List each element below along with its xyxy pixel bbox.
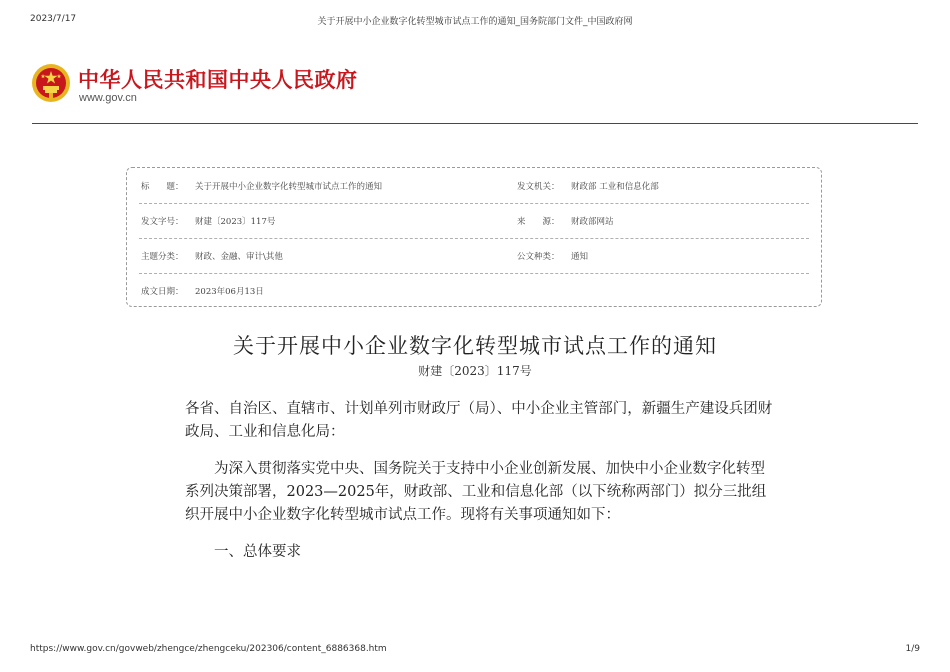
meta-doc-no-cell [141, 215, 275, 227]
meta-title-value: 关于开展中小企业数字化转型城市试点工作的通知 [195, 182, 383, 192]
meta-type-value: 通知 [571, 252, 589, 262]
section-heading: 一、总体要求 [214, 544, 301, 560]
meta-row-2 [139, 203, 809, 239]
document-number: 财建〔2023〕117号 [418, 364, 532, 378]
meta-doc-no-value: 财建〔2023〕117号 [195, 217, 276, 227]
meta-source-label: 来 源： [517, 217, 560, 227]
meta-type-cell [517, 250, 588, 262]
meta-topic-label: 主题分类： [141, 252, 184, 262]
body-paragraph: 为深入贯彻落实党中央、国务院关于支持中小企业创新发展、加快中小企业数字化转型系列决策部署，2023—2025年，财政部、工业和信息化部（以下统称两部门）拟分三批组织开展中小企业数字化转型城市试点工作。现将有关事项通知如下： [185, 461, 767, 523]
meta-issuer-value: 财政部 工业和信息化部 [571, 182, 659, 192]
meta-issuer-label: 发文机关： [517, 182, 560, 192]
meta-source-cell [517, 215, 614, 227]
meta-issuer-cell [517, 180, 659, 192]
meta-title-cell [141, 180, 382, 192]
meta-row-1 [139, 168, 809, 204]
document-title: 关于开展中小企业数字化转型城市试点工作的通知 [233, 334, 717, 358]
meta-source-value: 财政部网站 [571, 217, 614, 227]
meta-topic-value: 财政、金融、审计\其他 [195, 252, 283, 262]
print-header-title: 关于开展中小企业数字化转型城市试点工作的通知_国务院部门文件_中国政府网 [317, 17, 633, 27]
meta-date-label: 成文日期： [141, 287, 184, 297]
site-name: 中华人民共和国中央人民政府 [78, 68, 358, 92]
national-emblem-icon [30, 62, 72, 104]
meta-date-cell [141, 285, 264, 297]
print-footer-page: 1/9 [905, 644, 920, 654]
meta-row-4 [139, 273, 809, 308]
header-divider [32, 123, 918, 124]
meta-title-label: 标 题： [141, 182, 184, 192]
site-logo[interactable] [30, 62, 370, 108]
meta-row-3 [139, 238, 809, 274]
salutation: 各省、自治区、直辖市、计划单列市财政厅（局）、中小企业主管部门，新疆生产建设兵团财政局、工业和信息化局： [185, 401, 773, 440]
meta-date-value: 2023年06月13日 [195, 287, 264, 297]
meta-type-label: 公文种类： [517, 252, 560, 262]
document-metadata-box [126, 167, 822, 307]
site-domain: www.gov.cn [79, 92, 137, 104]
meta-topic-cell [141, 250, 283, 262]
print-header-date: 2023/7/17 [30, 14, 77, 24]
print-footer-url: https://www.gov.cn/govweb/zhengce/zhengceku/202306/content_6886368.htm [30, 644, 387, 654]
meta-doc-no-label: 发文字号： [141, 217, 184, 227]
document-body [185, 398, 775, 578]
